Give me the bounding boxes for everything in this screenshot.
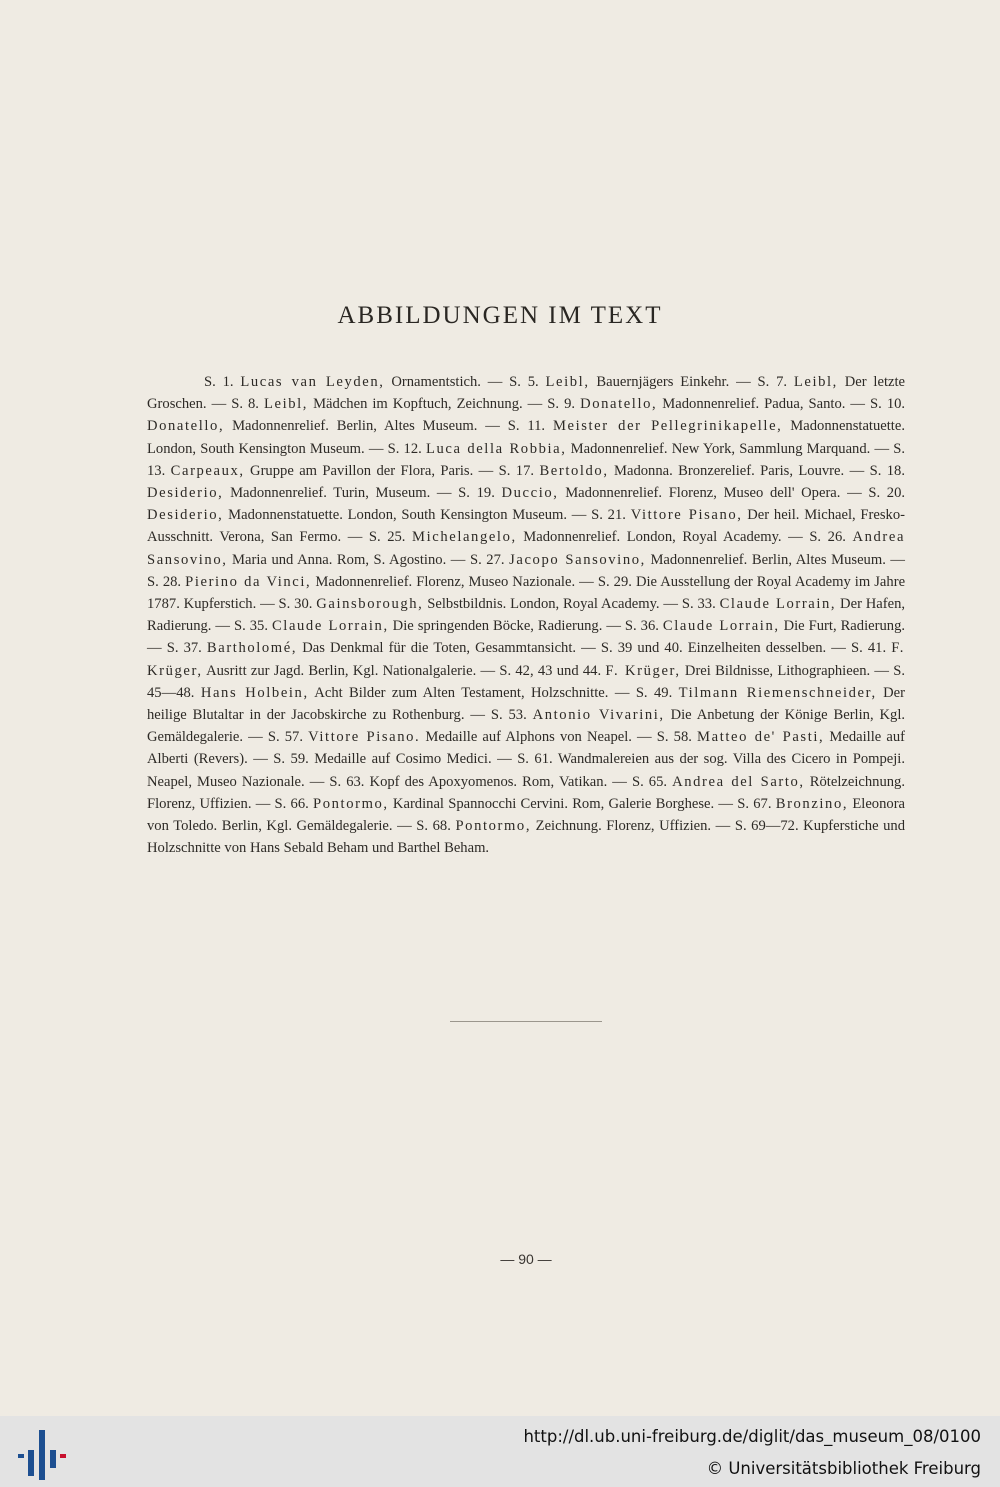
entry-description: Eleonora von Toledo. Berlin, Kgl. Gemäldegalerie.: [147, 795, 906, 835]
entry-description: Der letzte Groschen.: [147, 374, 906, 413]
entry-page-ref: S. 39 und 40.: [600, 640, 683, 657]
entry-page-ref: S. 61.: [517, 751, 553, 768]
divider: [450, 1021, 602, 1022]
figure-entry: [279, 596, 660, 612]
entry-description: Madonnenrelief. Berlin, Altes Museum.: [232, 418, 478, 435]
entry-description: Das Denkmal für die Toten, Gesammtansicht.: [302, 640, 577, 657]
entry-page-ref: S. 49.: [635, 684, 673, 701]
entry-page-ref: S. 25.: [368, 529, 406, 546]
entry-page-ref: S. 69—72.: [734, 818, 799, 835]
figure-entry: [416, 818, 711, 834]
entry-page-ref: S. 17.: [498, 462, 535, 479]
entry-description: Drei Bildnisse, Lithographieen.: [684, 662, 871, 679]
entry-page-ref: S. 21.: [591, 507, 626, 524]
entry-page-ref: S. 65.: [631, 773, 668, 790]
entry-description: Gruppe am Pavillon der Flora, Paris.: [250, 462, 474, 479]
entry-description: Madonnenrelief. London, Royal Academy.: [523, 529, 782, 546]
entry-page-ref: S. 13.: [147, 440, 906, 479]
entry-description: Der heilige Blutaltar in der Jacobskirche zu Rothenburg.: [147, 684, 906, 724]
figure-entry: [167, 640, 576, 656]
entry-description: Rötelzeichnung. Florenz, Uffizien.: [147, 773, 906, 812]
entry-artist: Luca della Robbia,: [425, 440, 567, 457]
entry-artist: Michelangelo,: [412, 529, 517, 546]
entry-page-ref: S. 28.: [147, 573, 182, 590]
entry-description: Madonnenrelief. Turin, Museum.: [230, 485, 431, 502]
entry-description: Madonnenrelief. Padua, Santo.: [662, 396, 846, 413]
figure-entry: [458, 485, 840, 501]
entry-artist: Pierino da Vinci,: [185, 573, 312, 590]
entry-artist: Hans Holbein,: [200, 684, 309, 701]
entry-artist: Leibl,: [545, 374, 590, 390]
entry-artist: Desiderio,: [147, 507, 224, 524]
figure-entry: [547, 396, 845, 412]
entry-description: Medaille auf Alphons von Neapel.: [425, 729, 632, 746]
entry-page-ref: S. 19.: [458, 485, 495, 502]
entry-page-ref: S. 35.: [234, 618, 268, 635]
entry-artist: Andrea del Sarto,: [672, 773, 805, 790]
entry-artist: Donatello,: [580, 396, 658, 413]
copyright-text: © Universitätsbibliothek Freiburg: [706, 1459, 981, 1478]
entry-description: Medaille auf Alberti (Revers).: [147, 729, 906, 768]
entry-page-ref: S. 18.: [869, 462, 905, 479]
entry-description: Kupferstiche und Holzschnitte von Hans Sebald Beham und Barthel Beham.: [147, 818, 906, 857]
entry-description: Der Hafen, Radierung.: [147, 596, 906, 635]
entry-artist: Desiderio,: [147, 485, 224, 502]
figure-entry: [499, 663, 870, 679]
entry-artist: Leibl,: [263, 396, 309, 413]
entry-page-ref: S. 5.: [509, 374, 539, 390]
entry-description: Einzelheiten desselben.: [687, 640, 827, 657]
entry-page-ref: S. 36.: [624, 618, 659, 635]
entry-page-ref: S. 63.: [329, 773, 365, 790]
entry-artist: Claude Lorrain,: [719, 596, 837, 613]
figure-entry: [369, 529, 782, 545]
entry-description: Kardinal Spannocchi Cervini. Rom, Galerie Borghese.: [392, 795, 715, 812]
figure-entry: [234, 618, 602, 634]
entry-page-ref: S. 8.: [231, 396, 259, 413]
entry-description: Wandmalereien aus der sog. Villa des Cicero in Pompeji. Neapel, Museo Nazionale.: [147, 751, 906, 790]
entry-page-ref: S. 41.: [850, 640, 887, 657]
entry-page-ref: S. 59.: [273, 751, 309, 768]
entry-description: Die Furt, Radierung.: [783, 618, 906, 635]
entry-page-ref: S. 37.: [166, 640, 202, 657]
entry-page-ref: S. 33.: [681, 596, 716, 613]
entry-artist: Leibl,: [793, 374, 838, 390]
figure-list: S. 1. Lucas van Leyden, Ornamentstich. — S. 5. Leibl, Bauernjägers Einkehr. — S. 7. Leibl, Der letzte Groschen. — S. 8. Leibl, Mädchen im Kopftuch, Zeichnung. — S. 9. Donatello, Madonnenrelief. Padua, Santo. — S. 10. Donatello, Madonnenrelief. Berlin, Altes Museum. — S. 11. Meister der Pellegrinikapelle, Madonnenstatuette. London, South Kensington Museum. — S. 12. Luca della Robbia, Madonnenrelief. New York, Sammlung Marquand. — S. 13. Carpeaux, Gruppe am Pavillon der Flora, Paris. — S. 17. Bertoldo, Madonna. Bronzerelief. Paris, Louvre. — S. 18. Desiderio, Madonnenrelief. Turin, Museum. — S. 19. Duccio, Madonnenrelief. Florenz, Museo dell' Opera. — S. 20. Desiderio, Madonnenstatuette. London, South Kensington Museum. — S. 21. Vittore Pisano, Der heil. Michael, Fresko-Ausschnitt. Verona, San Fermo. — S. 25. Michelangelo, Madonnenrelief. London, Royal Academy. — S. 26. Andrea Sansovino, Maria und Anna. Rom, S. Agostino. — S. 27. Jacopo Sansovino, Madonnenrelief. Berlin, Altes Museum. — S. 28. Pierino da Vinci, Madonnenrelief. Florenz, Museo Nazionale. — S. 29. Die Ausstellung der Royal Academy im Jahre 1787. Kupferstich. — S. 30. Gainsborough, Selbstbildnis. London, Royal Academy. — S. 33. Claude Lorrain, Der Hafen, Radierung. — S. 35. Claude Lorrain, Die springenden Böcke, Radierung. — S. 36. Claude Lorrain, Die Furt, Radierung. — S. 37. Bartholomé, Das Denkmal für die Toten, Gesammtansicht. — S. 39 und 40. Einzelheiten desselben. — S. 41. F. Krüger, Ausritt zur Jagd. Berlin, Kgl. Nationalgalerie. — S. 42, 43 und 44. F. Krüger, Drei Bildnisse, Lithographieen. — S. 45—48. Hans Holbein, Acht Bilder zum Alten Testament, Holzschnitte. — S. 49. Tilmann Riemenschneider, Der heilige Blutaltar in der Jacobskirche zu Rothenburg. — S. 53. Antonio Vivarini, Die Anbetung der Könige Berlin, Kgl. Gemäldegalerie. — S. 57. Vittore Pisano. Medaille auf Alphons von Neapel. — S. 58. Matteo de' Pasti, Medaille auf Alberti (Revers). — S. 59. Medaille auf Cosimo Medici. — S. 61. Wandmalereien aus der sog. Villa des Cicero in Pompeji. Neapel, Museo Nazionale. — S. 63. Kopf des Apoxyomenos. Rom, Vatikan. — S. 65. Andrea del Sarto, Rötelzeichnung. Florenz, Uffizien. — S. 66. Pontormo, Kardinal Spannocchi Cervini. Rom, Galerie Borghese. — S. 67. Bronzino, Eleonora von Toledo. Berlin, Kgl. Gemäldegalerie. — S. 68. Pontormo, Zeichnung. Florenz, Uffizien. — S. 69—72. Kupferstiche und Holzschnitte von Hans Sebald Beham und Barthel Beham.: [147, 374, 906, 857]
entry-page-ref: S. 67.: [737, 795, 772, 812]
entry-artist: Andrea Sansovino,: [147, 529, 906, 568]
entry-description: Madonnenrelief. Florenz, Museo Nazionale.: [315, 573, 576, 590]
entry-artist: Lucas van Leyden,: [240, 374, 385, 390]
figure-entry: [625, 618, 905, 634]
entry-description: Selbstbildnis. London, Royal Academy.: [427, 596, 660, 613]
entry-page-ref: S. 26.: [809, 529, 846, 546]
page-number: — 90 —: [500, 1251, 552, 1267]
entry-description: Madonna. Bronzerelief. Paris, Louvre.: [613, 462, 845, 479]
entry-description: Ornamentstich.: [391, 374, 481, 390]
entry-description: Madonnenrelief. Florenz, Museo dell' Opera.: [565, 485, 841, 502]
figure-entry: [273, 751, 491, 767]
entry-artist: Gainsborough,: [316, 596, 424, 613]
entry-page-ref: S. 57.: [267, 729, 304, 746]
entry-page-ref: S. 12.: [387, 440, 422, 457]
entry-artist: Vittore Pisano.: [308, 729, 421, 746]
entry-description: Madonnenrelief. Berlin, Altes Museum.: [650, 551, 886, 568]
entry-page-ref: S. 45—48.: [147, 662, 906, 701]
figure-entry: [601, 640, 826, 656]
figure-entry: [204, 374, 481, 390]
entry-page-ref: S. 68.: [416, 818, 451, 835]
entry-description: Die springenden Böcke, Radierung.: [392, 618, 603, 635]
figure-entry: [329, 774, 607, 790]
entry-description: Acht Bilder zum Alten Testament, Holzschnitte.: [314, 684, 609, 701]
entry-page-ref: S. 10.: [870, 396, 906, 413]
ub-freiburg-logo-icon: [18, 1426, 66, 1482]
entry-artist: Antonio Vivarini,: [532, 707, 665, 724]
figure-entry: [268, 729, 632, 745]
entry-artist: Donatello,: [147, 418, 225, 435]
entry-description: Zeichnung. Florenz, Uffizien.: [535, 818, 712, 835]
figure-entry: [275, 796, 715, 812]
entry-artist: Jacopo Sansovino,: [509, 551, 646, 568]
entry-page-ref: S. 29.: [597, 573, 632, 590]
entry-artist: F. Krüger,: [605, 662, 681, 679]
entry-description: Die Ausstellung der Royal Academy im Jahre 1787. Kupferstich.: [147, 573, 906, 613]
page-title: ABBILDUNGEN IM TEXT: [337, 302, 663, 329]
entry-page-ref: S. 30.: [278, 596, 313, 613]
entry-artist: Claude Lorrain,: [662, 618, 780, 635]
entry-description: Bauernjägers Einkehr.: [596, 374, 730, 390]
entry-page-ref: S. 1.: [204, 374, 234, 390]
entry-description: Der heil. Michael, Fresko-Ausschnitt. Verona, San Fermo.: [147, 507, 906, 546]
entry-artist: Claude Lorrain,: [271, 618, 389, 635]
entry-page-ref: S. 11.: [507, 418, 546, 435]
entry-artist: Pontormo,: [313, 795, 389, 812]
footer-bar: [0, 1416, 1000, 1487]
entry-description: Madonnenrelief. New York, Sammlung Marquand.: [570, 440, 871, 457]
entry-page-ref: S. 7.: [757, 374, 788, 390]
source-url-link[interactable]: http://dl.ub.uni-freiburg.de/diglit/das_museum_08/0100: [523, 1427, 981, 1446]
entry-artist: Matteo de' Pasti,: [697, 729, 825, 746]
figure-entry: [231, 396, 522, 412]
entry-description: Medaille auf Cosimo Medici.: [314, 751, 492, 768]
entry-page-ref: S. 27.: [469, 551, 505, 568]
entry-page-ref: S. 66.: [274, 795, 309, 812]
entry-description: Maria und Anna. Rom, S. Agostino.: [232, 551, 447, 568]
figure-entry: [147, 574, 575, 590]
entry-description: Madonnenstatuette. London, South Kensington Museum.: [228, 507, 568, 524]
entry-artist: Bertoldo,: [539, 462, 609, 479]
entry-artist: Pontormo,: [455, 818, 532, 835]
entry-artist: Meister der Pellegrinikapelle,: [552, 418, 783, 435]
entry-artist: Bartholomé,: [206, 640, 298, 657]
figure-entry: [509, 374, 729, 390]
entry-artist: Bronzino,: [775, 795, 849, 812]
entry-page-ref: S. 53.: [490, 707, 527, 724]
entry-description: Kopf des Apoxyomenos. Rom, Vatikan.: [369, 773, 608, 790]
entry-page-ref: S. 9.: [547, 396, 576, 413]
entry-page-ref: S. 20.: [868, 485, 906, 502]
entry-artist: F. Krüger,: [147, 640, 905, 679]
entry-description: Mädchen im Kopftuch, Zeichnung.: [313, 396, 523, 413]
entry-artist: Tilmann Riemenschneider,: [678, 684, 877, 701]
entry-description: Madonnenstatuette. London, South Kensington Museum.: [147, 418, 905, 457]
entry-artist: Duccio,: [501, 485, 559, 502]
figure-entry: [470, 552, 886, 568]
entry-page-ref: S. 58.: [656, 729, 692, 746]
entry-description: Ausritt zur Jagd. Berlin, Kgl. Nationalgalerie.: [206, 662, 477, 679]
entry-page-ref: S. 42, 43 und 44.: [499, 662, 602, 679]
entry-artist: Carpeaux,: [170, 462, 245, 479]
entry-description: Die Anbetung der Könige Berlin, Kgl. Gemäldegalerie.: [147, 707, 906, 746]
figure-entry: [499, 463, 845, 479]
figure-entry: [388, 441, 871, 457]
entry-artist: Vittore Pisano,: [630, 507, 743, 524]
